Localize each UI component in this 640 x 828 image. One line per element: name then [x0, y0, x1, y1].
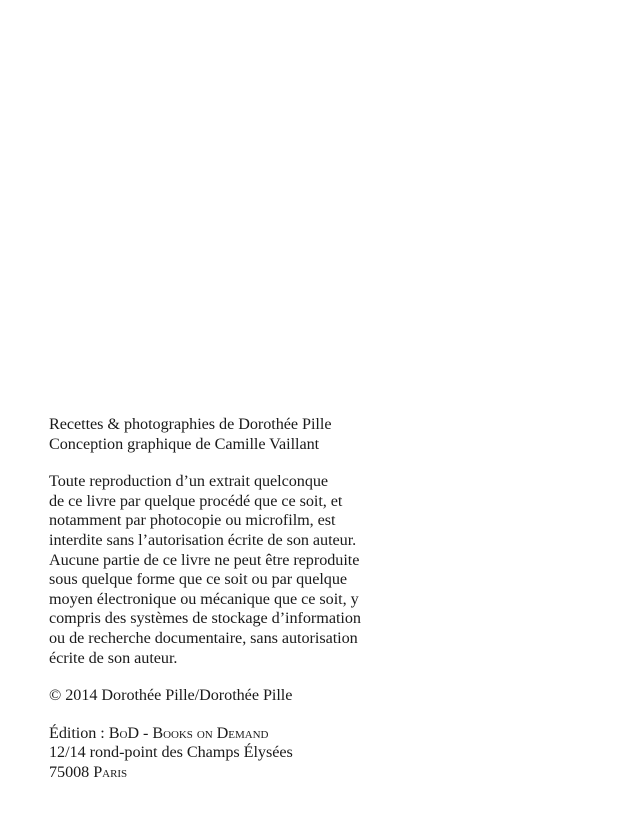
legal-notice-line: de ce livre par quelque procédé que ce soit, et — [49, 491, 343, 510]
legal-notice-line: Aucune partie de ce livre ne peut être reproduite — [49, 550, 360, 569]
edition-label: Édition : — [49, 723, 109, 742]
legal-notice-line: sous quelque forme que ce soit ou par quelque — [49, 570, 348, 589]
legal-notice-line: moyen électronique ou mécanique que ce soit, y — [49, 589, 359, 608]
publisher-city-line — [49, 763, 389, 783]
copyright-notice: © 2014 Dorothée Pille/Dorothée Pille — [49, 686, 293, 705]
copyright-block — [49, 686, 389, 706]
legal-notice-line: ou de recherche documentaire, sans autorisation — [49, 628, 358, 647]
city: Paris — [93, 762, 128, 781]
legal-notice-block — [49, 472, 389, 668]
legal-notice-line: compris des systèmes de stockage d’information — [49, 609, 361, 628]
publisher-address: 12/14 rond-point des Champs Élysées — [49, 743, 293, 762]
legal-notice-line: interdite sans l’autorisation écrite de son auteur. — [49, 530, 357, 549]
colophon — [49, 415, 389, 801]
legal-notice-line: Toute reproduction d’un extrait quelconque — [49, 472, 329, 491]
legal-notice-line: notamment par photocopie ou microfilm, est — [49, 511, 336, 530]
credits-graphic-design: Conception graphique de Camille Vaillant — [49, 434, 320, 453]
legal-notice-line: écrite de son auteur. — [49, 648, 178, 667]
publisher-block — [49, 724, 389, 783]
publisher-edition-line — [49, 724, 389, 744]
postcode: 75008 — [49, 762, 94, 781]
credits-block — [49, 415, 389, 454]
credits-recipes-photos: Recettes & photographies de Dorothée Pille — [49, 415, 332, 433]
publisher-name: BoD - Books on Demand — [108, 723, 269, 742]
